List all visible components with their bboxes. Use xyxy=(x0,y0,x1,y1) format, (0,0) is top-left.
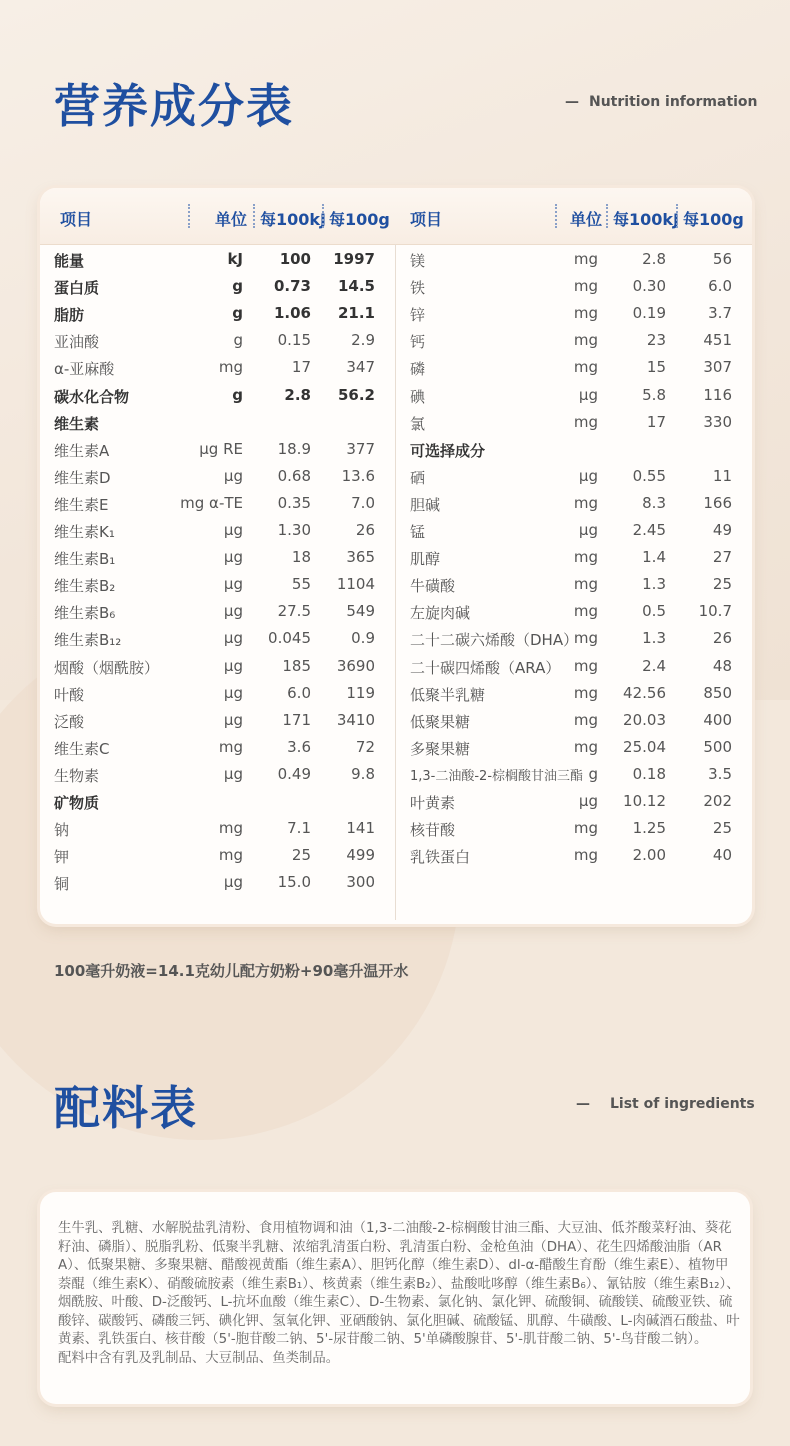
value-per100g: 3690 xyxy=(336,656,375,675)
value-per100kj: 18 xyxy=(291,548,311,567)
nutrient-name: 叶黄素 xyxy=(410,794,456,812)
table-row xyxy=(396,653,752,680)
nutrient-name: 叶酸 xyxy=(54,685,85,704)
table-row xyxy=(40,463,396,490)
nutrient-unit: μg xyxy=(578,466,598,485)
nutrient-unit: mg xyxy=(573,304,598,323)
nutrient-unit: μg xyxy=(223,764,243,783)
value-per100kj: 10.12 xyxy=(623,792,666,810)
nutrient-name: 维生素E xyxy=(54,495,109,514)
table-row xyxy=(396,517,752,544)
nutrient-unit: mg xyxy=(573,277,598,296)
nutrient-unit: g xyxy=(233,331,243,350)
nutrient-name: 钙 xyxy=(410,333,426,352)
nutrient-unit: μg xyxy=(223,683,243,702)
value-per100g: 202 xyxy=(703,792,732,810)
table-row xyxy=(396,625,752,652)
nutrient-name: 铁 xyxy=(410,279,426,298)
ingredients-list: 生牛乳、乳糖、水解脱盐乳清粉、食用植物调和油（1,3-二油酸-2-棕榈酸甘油三酯、大豆油、低芥酸菜籽油、葵花籽油、磷脂）、脱脂乳粉、低聚半乳糖、浓缩乳清蛋白粉、乳清蛋白粉、金枪鱼油（DHA）、花生四烯酸油脂（ARA）、低聚果糖、多聚果糖、醋酸视黄酯（维生素A）、胆钙化醇（维生素D）、dl-α-醋酸生育酚（维生素E）、植物甲萘醌（维生素K）、硝酸硫胺素（维生素B₁）、核黄素（维生素B₂）、盐酸吡哆醇（维生素B₆）、氰钴胺（维生素B₁₂）、烟酰胺、叶酸、D-泛酸钙、L-抗坏血酸（维生素C）、D-生物素、氯化钠、氯化钾、硫酸铜、硫酸镁、硫酸亚铁、硫酸锌、碳酸钙、磷酸三钙、碘化钾、氢氧化钾、亚硒酸钠、氯化胆碱、硫酸锰、肌醇、牛磺酸、L-肉碱酒石酸盐、叶黄素、乳铁蛋白、核苷酸（5'-胞苷酸二钠、5'-尿苷酸二钠、5'单磷酸腺苷、5'-肌苷酸二钠、5'-鸟苷酸二钠）。 xyxy=(58,1221,740,1347)
table-row xyxy=(396,815,752,842)
table-row xyxy=(396,382,752,409)
value-per100kj: 1.3 xyxy=(642,629,666,648)
value-per100g: 347 xyxy=(346,358,375,377)
value-per100kj: 55 xyxy=(291,575,311,594)
header-per100kj: 每100kJ xyxy=(613,210,679,229)
nutrient-name: 矿物质 xyxy=(54,794,100,812)
nutrient-name: 牛磺酸 xyxy=(410,577,456,596)
value-per100kj: 171 xyxy=(282,710,311,729)
ingredients-text-block xyxy=(58,1220,740,1368)
table-row xyxy=(40,517,396,544)
nutrient-unit: μg xyxy=(223,602,243,621)
value-per100g: 25 xyxy=(712,819,732,838)
table-row xyxy=(40,869,396,896)
nutrient-unit: mg xyxy=(573,602,598,621)
subtitle-dash: — xyxy=(576,1096,590,1112)
nutrient-unit: mg xyxy=(573,493,598,512)
value-per100kj: 1.3 xyxy=(642,575,666,594)
table-row xyxy=(40,598,396,625)
nutrition-table xyxy=(40,188,752,924)
table-row xyxy=(396,354,752,381)
nutrient-name: 锌 xyxy=(410,306,426,325)
value-per100g: 330 xyxy=(703,412,732,431)
nutrient-unit: μg xyxy=(223,548,243,567)
nutrient-name: 钾 xyxy=(54,848,70,867)
nutrient-unit: μg xyxy=(223,873,243,892)
nutrient-name: 碘 xyxy=(410,387,426,406)
nutrient-unit: kJ xyxy=(227,250,243,268)
value-per100g: 499 xyxy=(346,846,375,865)
value-per100g: 3410 xyxy=(336,710,375,729)
header-per100g: 每100g xyxy=(329,210,390,229)
value-per100g: 3.7 xyxy=(708,304,732,323)
nutrient-unit: mg xyxy=(573,710,598,729)
table-row xyxy=(40,815,396,842)
value-per100kj: 0.73 xyxy=(273,277,311,296)
preparation-note: 100毫升奶液=14.1克幼儿配方奶粉+90毫升温开水 xyxy=(54,962,409,980)
table-row xyxy=(40,354,396,381)
value-per100kj: 23 xyxy=(646,331,666,350)
nutrient-name: 维生素B₁ xyxy=(54,550,116,569)
nutrient-name: 维生素 xyxy=(54,414,100,433)
nutrient-name: 胆碱 xyxy=(410,495,441,514)
value-per100kj: 1.06 xyxy=(273,304,311,323)
value-per100g: 26 xyxy=(712,629,732,648)
value-per100kj: 0.15 xyxy=(277,331,311,350)
value-per100kj: 3.6 xyxy=(287,737,311,756)
table-row xyxy=(40,788,396,815)
nutrient-name: 低聚半乳糖 xyxy=(410,685,486,704)
table-row xyxy=(396,409,752,436)
table-row xyxy=(396,788,752,815)
nutrient-unit: mg xyxy=(573,683,598,702)
nutrient-unit: μg xyxy=(578,792,598,810)
table-row xyxy=(40,680,396,707)
value-per100kj: 2.45 xyxy=(632,521,666,539)
value-per100g: 365 xyxy=(346,548,375,567)
header-unit: 单位 xyxy=(215,210,248,229)
nutrient-name: 维生素A xyxy=(54,441,110,460)
table-row xyxy=(396,842,752,869)
table-row xyxy=(40,300,396,327)
value-per100kj: 0.19 xyxy=(632,304,666,323)
value-per100g: 1997 xyxy=(333,250,375,268)
table-row xyxy=(40,246,396,273)
value-per100g: 7.0 xyxy=(351,493,375,512)
nutrient-unit: g xyxy=(232,277,243,296)
header-separator xyxy=(253,204,255,228)
nutrition-subtitle xyxy=(565,94,758,110)
nutrient-unit: mg α-TE xyxy=(180,493,243,512)
nutrient-unit: g xyxy=(232,304,243,323)
nutrient-name: 维生素K₁ xyxy=(54,523,115,541)
value-per100g: 850 xyxy=(703,683,732,702)
nutrient-unit: mg xyxy=(218,737,243,756)
nutrient-name: 磷 xyxy=(410,360,426,379)
table-row xyxy=(40,382,396,409)
value-per100kj: 0.55 xyxy=(632,466,666,485)
value-per100kj: 15 xyxy=(646,358,666,377)
nutrient-unit: mg xyxy=(573,819,598,838)
nutrient-name: 维生素C xyxy=(54,739,110,758)
nutrient-unit: mg xyxy=(573,412,598,431)
nutrient-unit: mg xyxy=(218,819,243,838)
nutrient-name: 烟酸（烟酰胺） xyxy=(54,658,160,677)
nutrient-unit: mg xyxy=(573,548,598,567)
header-separator xyxy=(555,204,557,228)
value-per100g: 14.5 xyxy=(337,277,375,296)
value-per100kj: 0.045 xyxy=(268,629,311,648)
nutrient-name: 维生素D xyxy=(54,468,111,487)
nutrient-unit: mg xyxy=(573,575,598,594)
nutrient-unit: μg xyxy=(223,629,243,648)
nutrient-name: 锰 xyxy=(410,523,426,541)
value-per100kj: 7.1 xyxy=(287,819,311,838)
value-per100kj: 2.8 xyxy=(284,385,311,404)
ingredients-title: 配料表 xyxy=(54,1081,198,1135)
table-row xyxy=(40,625,396,652)
value-per100kj: 2.00 xyxy=(632,846,666,865)
nutrient-unit: mg xyxy=(573,846,598,865)
nutrient-name: 低聚果糖 xyxy=(410,712,471,731)
header-separator xyxy=(676,204,678,228)
value-per100kj: 100 xyxy=(279,250,311,268)
nutrient-name: 能量 xyxy=(54,252,85,270)
value-per100g: 9.8 xyxy=(351,764,375,783)
nutrient-name: 蛋白质 xyxy=(54,279,100,298)
nutrient-name: 生物素 xyxy=(54,766,100,785)
nutrient-unit: mg xyxy=(573,656,598,675)
value-per100kj: 42.56 xyxy=(623,683,666,702)
nutrient-unit: mg xyxy=(218,358,243,377)
nutrient-name: 二十二碳六烯酸（DHA） xyxy=(410,631,579,650)
nutrient-name: 左旋肉碱 xyxy=(410,604,471,623)
value-per100g: 11 xyxy=(712,466,732,485)
ingredients-subtitle xyxy=(576,1096,755,1112)
value-per100kj: 185 xyxy=(282,656,311,675)
value-per100kj: 25.04 xyxy=(623,737,666,756)
allergen-note: 配料中含有乳及乳制品、大豆制品、鱼类制品。 xyxy=(58,1350,340,1366)
table-row xyxy=(40,571,396,598)
value-per100kj: 17 xyxy=(291,358,311,377)
ingredients-card xyxy=(40,1192,750,1404)
value-per100g: 40 xyxy=(712,846,732,865)
table-row xyxy=(40,544,396,571)
nutrient-name: 硒 xyxy=(410,468,426,487)
value-per100kj: 1.4 xyxy=(642,548,666,567)
table-row xyxy=(40,490,396,517)
value-per100kj: 0.49 xyxy=(277,764,311,783)
nutrient-name: 碳水化合物 xyxy=(54,387,130,406)
nutrient-unit: μg xyxy=(578,385,598,404)
nutrient-unit: μg xyxy=(223,575,243,594)
value-per100g: 13.6 xyxy=(341,466,375,485)
subtitle-dash: — xyxy=(565,94,579,110)
table-row xyxy=(396,544,752,571)
nutrient-name: 脂肪 xyxy=(54,306,85,325)
nutrient-name: 镁 xyxy=(410,252,426,270)
value-per100kj: 1.30 xyxy=(277,521,311,539)
value-per100g: 549 xyxy=(346,602,375,621)
value-per100kj: 0.18 xyxy=(632,764,666,783)
header-separator xyxy=(188,204,190,228)
table-row xyxy=(40,436,396,463)
value-per100kj: 17 xyxy=(646,412,666,431)
value-per100kj: 5.8 xyxy=(642,385,666,404)
value-per100g: 0.9 xyxy=(351,629,375,648)
table-row xyxy=(396,327,752,354)
value-per100g: 116 xyxy=(703,385,732,404)
value-per100kj: 0.30 xyxy=(632,277,666,296)
value-per100kj: 0.5 xyxy=(642,602,666,621)
nutrient-name: 铜 xyxy=(54,875,70,894)
value-per100kj: 15.0 xyxy=(277,873,311,892)
table-row xyxy=(40,707,396,734)
value-per100g: 451 xyxy=(703,331,732,350)
value-per100g: 25 xyxy=(712,575,732,594)
nutrient-name: 维生素B₆ xyxy=(54,604,116,623)
table-row xyxy=(396,761,752,788)
nutrient-unit: g xyxy=(232,385,243,404)
nutrient-unit: mg xyxy=(573,737,598,756)
value-per100kj: 27.5 xyxy=(277,602,311,621)
table-row xyxy=(40,734,396,761)
value-per100kj: 1.25 xyxy=(632,819,666,838)
table-row xyxy=(396,490,752,517)
nutrient-name: 泛酸 xyxy=(54,712,85,731)
nutrient-unit: μg xyxy=(223,656,243,675)
table-row xyxy=(396,734,752,761)
nutrient-name: 钠 xyxy=(54,821,70,840)
value-per100kj: 6.0 xyxy=(287,683,311,702)
nutrient-name: 1,3-二油酸-2-棕榈酸甘油三酯 xyxy=(410,768,584,784)
table-row xyxy=(40,409,396,436)
nutrient-unit: mg xyxy=(218,846,243,865)
value-per100g: 6.0 xyxy=(708,277,732,296)
nutrient-name: 可选择成分 xyxy=(410,441,486,460)
table-header xyxy=(40,188,752,245)
value-per100g: 72 xyxy=(355,737,375,756)
nutrient-unit: g xyxy=(588,764,598,783)
table-row xyxy=(40,327,396,354)
value-per100g: 307 xyxy=(703,358,732,377)
table-row xyxy=(396,707,752,734)
nutrient-unit: μg xyxy=(223,710,243,729)
value-per100g: 141 xyxy=(346,819,375,838)
table-row xyxy=(396,571,752,598)
value-per100g: 300 xyxy=(346,873,375,892)
value-per100g: 400 xyxy=(703,710,732,729)
nutrient-unit: μg xyxy=(223,521,243,539)
value-per100kj: 2.8 xyxy=(642,250,666,268)
nutrient-name: α-亚麻酸 xyxy=(54,360,115,379)
value-per100g: 166 xyxy=(703,493,732,512)
value-per100g: 1104 xyxy=(336,575,375,594)
header-item: 项目 xyxy=(60,210,93,229)
nutrient-unit: mg xyxy=(573,358,598,377)
nutrient-unit: μg xyxy=(578,521,598,539)
value-per100kj: 0.68 xyxy=(277,466,311,485)
value-per100kj: 2.4 xyxy=(642,656,666,675)
table-row xyxy=(40,761,396,788)
nutrient-name: 氯 xyxy=(410,414,426,433)
table-row xyxy=(396,463,752,490)
nutrient-name: 维生素B₂ xyxy=(54,577,116,596)
value-per100g: 48 xyxy=(712,656,732,675)
table-row xyxy=(396,246,752,273)
header-per100kj: 每100kJ xyxy=(260,210,326,229)
value-per100g: 10.7 xyxy=(698,602,732,621)
value-per100kj: 18.9 xyxy=(277,439,311,458)
table-row xyxy=(40,842,396,869)
value-per100kj: 0.35 xyxy=(277,493,311,512)
nutrient-name: 亚油酸 xyxy=(54,333,100,352)
header-unit: 单位 xyxy=(570,210,603,229)
nutrient-name: 多聚果糖 xyxy=(410,739,471,758)
table-row xyxy=(396,273,752,300)
header-separator xyxy=(606,204,608,228)
nutrient-name: 核苷酸 xyxy=(410,821,456,840)
header-per100g: 每100g xyxy=(683,210,744,229)
table-row xyxy=(396,680,752,707)
value-per100g: 119 xyxy=(346,683,375,702)
nutrition-title: 营养成分表 xyxy=(54,79,294,133)
ingredients-subtitle-text: List of ingredients xyxy=(610,1096,755,1112)
value-per100g: 27 xyxy=(712,548,732,567)
table-row xyxy=(396,300,752,327)
value-per100g: 26 xyxy=(355,521,375,539)
table-row xyxy=(396,436,752,463)
nutrient-name: 肌醇 xyxy=(410,550,441,569)
value-per100g: 56.2 xyxy=(337,385,375,404)
value-per100g: 21.1 xyxy=(337,304,375,323)
value-per100g: 377 xyxy=(346,439,375,458)
nutrient-unit: mg xyxy=(573,629,598,648)
value-per100g: 3.5 xyxy=(708,764,732,783)
header-separator xyxy=(322,204,324,228)
value-per100kj: 8.3 xyxy=(642,493,666,512)
value-per100g: 49 xyxy=(712,521,732,539)
nutrient-name: 乳铁蛋白 xyxy=(410,848,471,867)
table-row xyxy=(396,598,752,625)
value-per100kj: 25 xyxy=(291,846,311,865)
nutrient-name: 维生素B₁₂ xyxy=(54,631,122,650)
header-item: 项目 xyxy=(410,210,443,229)
table-row xyxy=(40,653,396,680)
value-per100g: 500 xyxy=(703,737,732,756)
nutrient-unit: mg xyxy=(573,331,598,350)
value-per100g: 56 xyxy=(712,250,732,268)
nutrient-unit: μg xyxy=(223,466,243,485)
value-per100kj: 20.03 xyxy=(623,710,666,729)
nutrient-unit: μg RE xyxy=(199,439,243,458)
nutrition-subtitle-text: Nutrition information xyxy=(589,94,758,110)
nutrient-name: 二十碳四烯酸（ARA） xyxy=(410,658,561,677)
nutrient-unit: mg xyxy=(573,250,598,268)
table-row xyxy=(40,273,396,300)
value-per100g: 2.9 xyxy=(351,331,375,350)
